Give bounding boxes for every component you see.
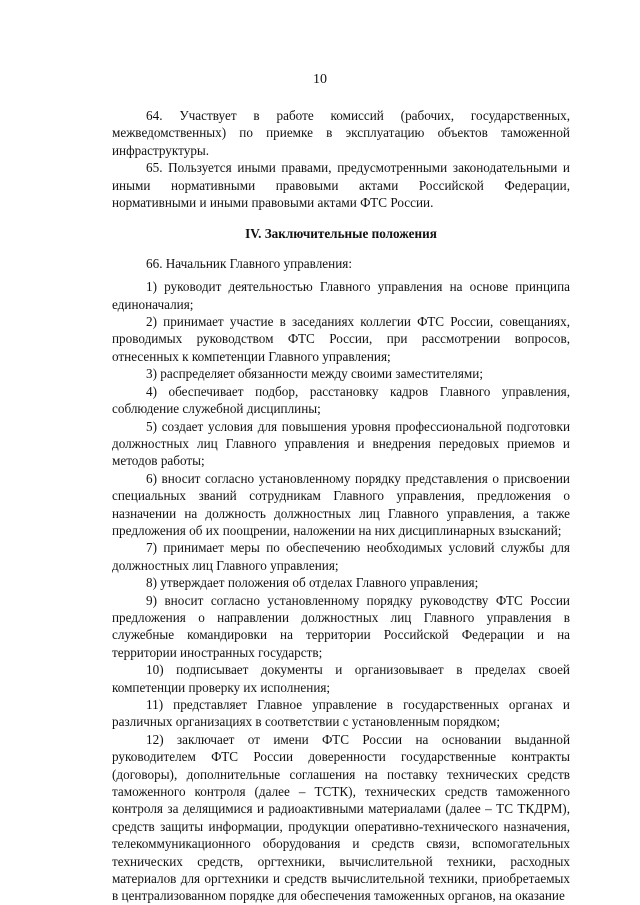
list-item: 10) подписывает документы и организовывает в пределах своей компетенции проверку их исполнения; [112,662,570,695]
list-item: 2) принимает участие в заседаниях коллегии ФТС России, совещаниях, проводимых руководством ФТС России, при рассмотрении вопросов, отнесенных к компетенции Главного управления; [112,314,570,364]
document-body [112,107,570,905]
list-item: 11) представляет Главное управление в государственных органах и различных организациях в соответствии с установленным порядком; [112,697,570,730]
list-item: 9) вносит согласно установленному порядку руководству ФТС России предложения о направлении должностных лиц Главного управления в служебные командировки на территории Российской Федерации и на территории иностранных государств; [112,592,570,660]
paragraph-65: 65. Пользуется иными правами, предусмотренными законодательными и иными нормативными правовыми актами Российской Федерации, нормативными и иными правовыми актами ФТС России. [112,160,570,211]
list-item: 3) распределяет обязанности между своими заместителями; [146,366,483,382]
paragraph-64: 64. Участвует в работе комиссий (рабочих, государственных, межведомственных) по приемке в эксплуатацию объектов таможенной инфраструктуры. [112,108,570,158]
section-heading: IV. Заключительные положения [245,226,437,242]
list-item: 6) вносит согласно установленному порядку представления о присвоении специальных званий сотрудникам Главного управления, предложения о назначении на должность должностных лиц Главного управления, а также предложения об их поощрении, наложении на них дисциплинарных взысканий; [112,470,570,538]
page-number: 10 [313,72,327,87]
list-item: 7) принимает меры по обеспечению необходимых условий службы для должностных лиц Главного управления; [112,540,570,573]
paragraph-66: 66. Начальник Главного управления: [146,255,352,271]
list-item: 8) утверждает положения об отделах Главного управления; [146,575,479,591]
list-item: 12) заключает от имени ФТС России на основании выданной руководителем ФТС России доверенности государственные контракты (договоры), дополнительные соглашения на поставку технических средств таможенного контроля (далее – ТСТК), технических средств таможенного контроля за делящимися и радиоактивными материалами (далее – ТС ТКДРМ), средств защиты информации, продукции оперативно-технического назначения, телекоммуникационного оборудования и средств связи, вспомогательных технических средств, оргтехники, вычислительной техники, расходных материалов для оргтехники и средств вычислительной техники, приобретаемых в централизованном порядке для обеспечения таможенных органов, на оказание [112,731,570,904]
list-item: 1) руководит деятельностью Главного управления на основе принципа единоначалия; [112,279,570,312]
list-item: 4) обеспечивает подбор, расстановку кадров Главного управления, соблюдение служебной дисциплины; [112,383,570,417]
list-item: 5) создает условия для повышения уровня профессиональной подготовки должностных лиц Главного управления и внедрения передовых приемов и методов работы; [112,418,570,469]
